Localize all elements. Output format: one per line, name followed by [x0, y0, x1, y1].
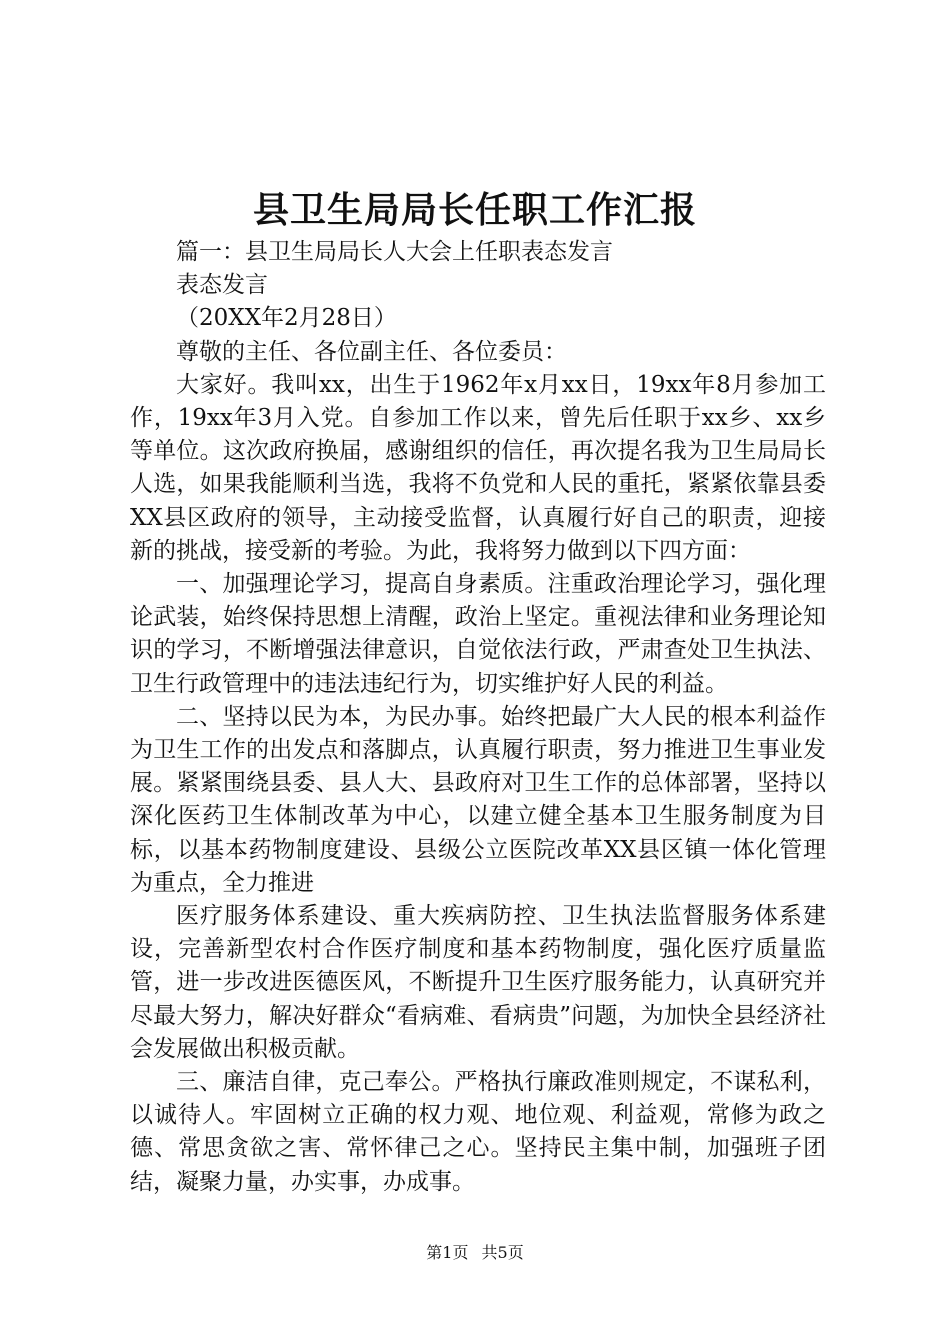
paragraph: 大家好。我叫xx，出生于1962年x月xx日，19xx年8月参加工作，19xx年3月入党。自参加工作以来，曾先后任职于xx乡、xx乡等单位。这次政府换届，感谢组织的信任，再次提名我为卫生局局长人选，如果我能顺利当选，我将不负党和人民的重托，紧紧依靠县委XX县区政府的领导，主动接受监督，认真履行好自己的职责，迎接新的挑战，接受新的考验。为此，我将努力做到以下四方面：	[130, 371, 826, 564]
page-total: 共5页	[481, 1243, 524, 1262]
paragraph: 一、加强理论学习，提高自身素质。注重政治理论学习，强化理论武装，始终保持思想上清醒，政治上坚定。重视法律和业务理论知识的学习，不断增强法律意识，自觉依法行政，严肃查处卫生执法、卫生行政管理中的违法违纪行为，切实维护好人民的利益。	[130, 571, 826, 697]
page-number: 第1页	[426, 1243, 469, 1262]
paragraph: 尊敬的主任、各位副主任、各位委员：	[176, 338, 567, 365]
page-footer	[0, 1243, 950, 1263]
document-title: 县卫生局局长任职工作汇报	[252, 189, 697, 231]
paragraph: 医疗服务体系建设、重大疾病防控、卫生执法监督服务体系建设，完善新型农村合作医疗制度和基本药物制度，强化医疗质量监管，进一步改进医德医风，不断提升卫生医疗服务能力，认真研究并尽最大努力，解决好群众“看病难、看病贵”问题，为加快全县经济社会发展做出积极贡献。	[130, 903, 826, 1062]
paragraph: 篇一：县卫生局局长人大会上任职表态发言	[176, 239, 613, 265]
paragraph: 表态发言	[176, 272, 268, 299]
document-body	[130, 236, 826, 1199]
paragraph: （20XX年2月28日）	[176, 305, 397, 332]
paragraph: 二、坚持以民为本，为民办事。始终把最广大人民的根本利益作为卫生工作的出发点和落脚点，认真履行职责，努力推进卫生事业发展。紧紧围绕县委、县人大、县政府对卫生工作的总体部署，坚持以深化医药卫生体制改革为中心，以建立健全基本卫生服务制度为目标，以基本药物制度建设、县级公立医院改革XX县区镇一体化管理为重点，全力推进	[130, 703, 826, 896]
paragraph: 三、廉洁自律，克己奉公。严格执行廉政准则规定，不谋私利，以诚待人。牢固树立正确的权力观、地位观、利益观，常修为政之德、常思贪欲之害、常怀律己之心。坚持民主集中制，加强班子团结，凝聚力量，办实事，办成事。	[130, 1069, 826, 1195]
